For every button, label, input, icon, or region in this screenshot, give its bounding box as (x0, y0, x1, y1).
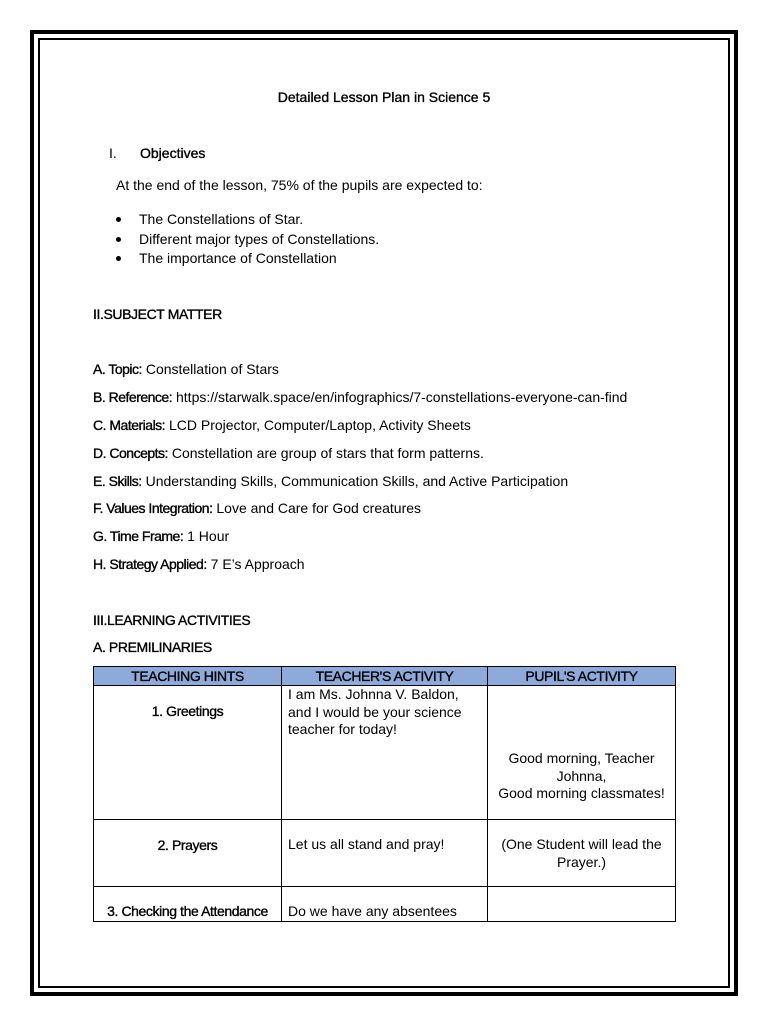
preliminaries-heading: A. PREMILINARIES (93, 639, 212, 655)
subject-row-values: F. Values Integration: Love and Care for God creatures (93, 500, 422, 516)
subject-row-topic: A. Topic: Constellation of Stars (93, 361, 279, 377)
subject-row-strategy: H. Strategy Applied: 7 E’s Approach (93, 556, 305, 572)
objectives-list (116, 210, 379, 269)
teacher-cell: Let us all stand and pray! (282, 820, 488, 887)
table-header-row (94, 667, 676, 686)
hint-cell: 2. Prayers (94, 820, 282, 887)
bullet-icon (116, 256, 121, 261)
pupil-cell: Good morning, Teacher Johnna, Good morning classmates! (488, 686, 676, 820)
objectives-number: I. (109, 145, 117, 161)
teacher-cell: Do we have any absentees (282, 887, 488, 922)
pupil-cell (488, 887, 676, 922)
pupil-cell: (One Student will lead the Prayer.) (488, 820, 676, 887)
teacher-cell: I am Ms. Johnna V. Baldon, and I would be your science teacher for today! (282, 686, 488, 820)
document-title: Detailed Lesson Plan in Science 5 (277, 89, 491, 105)
bullet-icon (116, 237, 121, 242)
hint-cell: 3. Checking the Attendance (94, 887, 282, 922)
subject-row-skills: E. Skills: Understanding Skills, Communication Skills, and Active Participation (93, 473, 569, 489)
hint-cell: 1. Greetings (94, 686, 282, 820)
subject-row-materials: C. Materials: LCD Projector, Computer/Laptop, Activity Sheets (93, 417, 471, 433)
objective-item: The Constellations of Star. (116, 210, 379, 230)
table-row (94, 820, 676, 887)
header-pupils-activity: PUPIL'S ACTIVITY (488, 667, 676, 686)
activities-table (93, 666, 676, 922)
subject-row-concepts: D. Concepts: Constellation are group of stars that form patterns. (93, 445, 484, 461)
learning-activities-heading: III.LEARNING ACTIVITIES (93, 612, 251, 628)
objective-item: Different major types of Constellations. (116, 230, 379, 250)
objectives-heading: Objectives (140, 145, 206, 161)
objectives-intro: At the end of the lesson, 75% of the pupils are expected to: (116, 177, 483, 193)
subject-row-time-frame: G. Time Frame: 1 Hour (93, 528, 230, 544)
table-row (94, 887, 676, 922)
table-row (94, 686, 676, 820)
subject-matter-heading: II.SUBJECT MATTER (93, 306, 222, 322)
subject-row-reference: B. Reference: https://starwalk.space/en/infographics/7-constellations-everyone-can-find (93, 389, 628, 405)
header-teachers-activity: TEACHER'S ACTIVITY (282, 667, 488, 686)
objective-item: The importance of Constellation (116, 249, 379, 269)
header-teaching-hints: TEACHING HINTS (94, 667, 282, 686)
bullet-icon (116, 217, 121, 222)
